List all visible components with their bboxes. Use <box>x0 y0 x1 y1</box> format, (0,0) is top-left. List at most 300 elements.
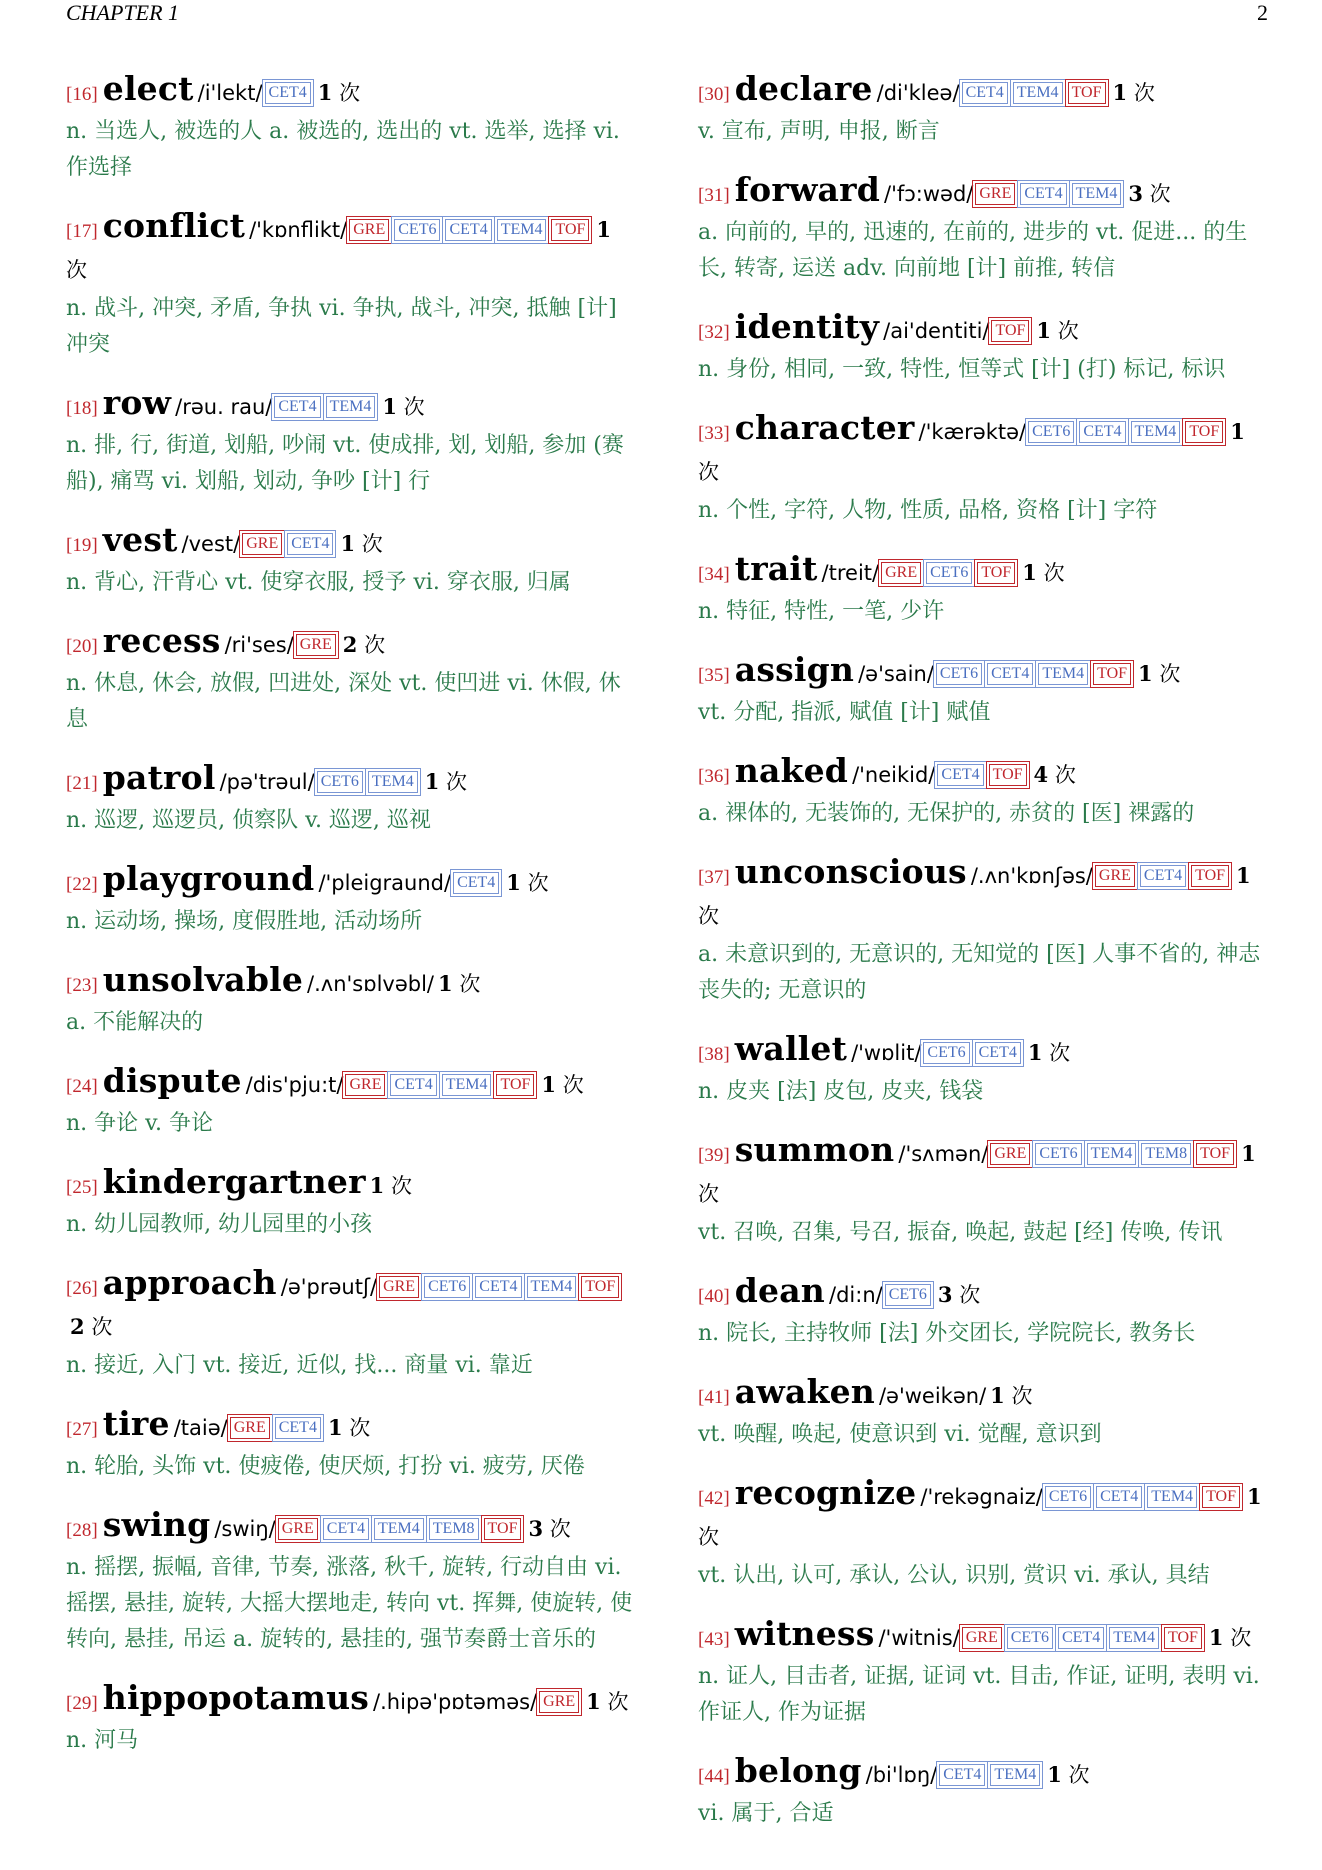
exam-tag-tof: TOF <box>1196 1143 1234 1165</box>
frequency-unit: 次 <box>91 1315 113 1339</box>
exam-tag-gre: GRE <box>379 1276 419 1298</box>
pronunciation: /'neikid/ <box>852 763 936 787</box>
frequency-count: 1 <box>438 971 453 996</box>
frequency-count: 1 <box>1241 1141 1256 1166</box>
frequency-count: 1 <box>541 1072 557 1097</box>
entry-index: [33] <box>698 423 730 444</box>
frequency-count: 3 <box>528 1516 544 1541</box>
page-header <box>66 0 1268 30</box>
headword: awaken <box>734 1372 875 1411</box>
definition: a. 不能解决的 <box>66 1010 204 1035</box>
chapter-title: CHAPTER 1 <box>66 0 180 25</box>
frequency-unit: 次 <box>459 972 481 996</box>
entry-index: [27] <box>66 1419 98 1440</box>
frequency <box>438 972 480 996</box>
frequency-unit: 次 <box>1068 1763 1090 1787</box>
frequency-unit: 次 <box>698 1182 719 1206</box>
pronunciation: /'witnis/ <box>878 1626 960 1650</box>
exam-tag-gre: GRE <box>345 1074 385 1096</box>
entry-headline <box>698 1030 1270 1074</box>
frequency <box>506 871 548 895</box>
pronunciation: /.ʌn'sɒlvəbl/ <box>307 972 434 996</box>
exam-tag-tem4: TEM4 <box>1038 663 1088 685</box>
entry-headline <box>66 1679 638 1723</box>
exam-tag-tem4: TEM4 <box>326 396 376 418</box>
definition: n. 个性, 字符, 人物, 性质, 品格, 资格 [计] 字符 <box>698 498 1158 523</box>
frequency-count: 1 <box>424 769 440 794</box>
headword: witness <box>734 1614 875 1653</box>
vocab-entry <box>66 759 638 839</box>
frequency <box>990 1384 1032 1408</box>
entry-headline <box>66 1506 638 1550</box>
vocab-entry <box>66 1163 638 1243</box>
exam-tag-cet6: CET6 <box>424 1276 470 1298</box>
entry-index: [35] <box>698 665 730 686</box>
headword: vest <box>102 520 178 559</box>
frequency-count: 1 <box>382 394 397 419</box>
frequency-count: 1 <box>369 1173 385 1198</box>
vocab-entry <box>698 1373 1270 1453</box>
entry-index: [40] <box>698 1286 730 1307</box>
entry-headline <box>698 409 1270 493</box>
entry-index: [22] <box>66 874 98 895</box>
entry-headline <box>66 1405 638 1449</box>
definition: n. 证人, 目击者, 证据, 证词 vt. 目击, 作证, 证明, 表明 vi. 作证人, 作为证据 <box>698 1664 1260 1725</box>
frequency <box>1036 319 1078 343</box>
headword: unconscious <box>734 852 967 891</box>
definition: n. 当选人, 被选的人 a. 被选的, 选出的 vt. 选举, 选择 vi. 作选择 <box>66 119 620 180</box>
exam-tag-cet6: CET6 <box>1035 1143 1081 1165</box>
exam-tag-tem8: TEM8 <box>1141 1143 1191 1165</box>
exam-tag-tof: TOF <box>1185 421 1223 443</box>
pronunciation: /vest/ <box>181 532 241 556</box>
vocab-entry <box>698 651 1270 731</box>
entry-headline <box>66 860 638 904</box>
frequency <box>382 395 424 419</box>
entry-headline <box>698 1474 1270 1558</box>
frequency-count: 4 <box>1033 762 1049 787</box>
frequency-unit: 次 <box>66 258 87 282</box>
exam-tag-cet6: CET6 <box>1028 421 1074 443</box>
pronunciation: /'fɔ:wəd/ <box>884 182 974 206</box>
pronunciation: /'wɒlit/ <box>851 1041 922 1065</box>
exam-tag-gre: GRE <box>230 1417 270 1439</box>
entry-headline <box>66 384 638 428</box>
frequency <box>1113 81 1155 105</box>
exam-tag-gre: GRE <box>278 1518 318 1540</box>
entry-headline <box>66 1264 638 1348</box>
headword: declare <box>734 69 873 108</box>
vocab-entry <box>66 207 638 363</box>
definition: n. 轮胎, 头饰 vt. 使疲倦, 使厌烦, 打扮 vi. 疲劳, 厌倦 <box>66 1454 585 1479</box>
exam-tag-tem4: TEM4 <box>1072 183 1122 205</box>
headword: identity <box>734 307 880 346</box>
frequency <box>1047 1763 1089 1787</box>
exam-tag-gre: GRE <box>975 183 1015 205</box>
frequency <box>343 633 385 657</box>
entry-index: [23] <box>66 975 98 996</box>
frequency-unit: 次 <box>1133 81 1155 105</box>
exam-tag-tem4: TEM4 <box>374 1518 424 1540</box>
exam-tag-tem4: TEM4 <box>1109 1627 1159 1649</box>
entry-index: [38] <box>698 1044 730 1065</box>
frequency-unit: 次 <box>1230 1626 1252 1650</box>
frequency-unit: 次 <box>1057 319 1079 343</box>
exam-tag-cet4: CET4 <box>1079 421 1125 443</box>
pronunciation: /ai'dentiti/ <box>883 319 990 343</box>
exam-tag-gre: GRE <box>296 634 336 656</box>
vocab-entry <box>66 1506 638 1658</box>
exam-tag-tof: TOF <box>991 320 1029 342</box>
headword: belong <box>734 1751 862 1790</box>
entry-headline <box>698 171 1270 215</box>
frequency-unit: 次 <box>549 1517 571 1541</box>
vocab-entry <box>66 384 638 500</box>
frequency-unit: 次 <box>390 1174 412 1198</box>
definition: vi. 属于, 合适 <box>698 1801 834 1826</box>
entry-index: [17] <box>66 221 98 242</box>
frequency-count: 3 <box>937 1282 953 1307</box>
vocab-entry <box>66 1062 638 1142</box>
exam-tag-cet4: CET4 <box>287 533 333 555</box>
entry-index: [36] <box>698 766 730 787</box>
headword: conflict <box>102 206 246 245</box>
exam-tag-cet6: CET6 <box>317 771 363 793</box>
exam-tag-tof: TOF <box>496 1074 534 1096</box>
pronunciation: /'sʌmən/ <box>898 1142 989 1166</box>
frequency-count: 1 <box>317 80 333 105</box>
vocab-entry <box>698 171 1270 287</box>
vocab-entry <box>698 308 1270 388</box>
definition: n. 排, 行, 街道, 划船, 吵闹 vt. 使成排, 划, 划船, 参加 (赛船), 痛骂 vi. 划船, 划动, 争吵 [计] 行 <box>66 433 624 494</box>
headword: kindergartner <box>102 1162 366 1201</box>
frequency-unit: 次 <box>527 871 549 895</box>
headword: summon <box>734 1130 895 1169</box>
frequency-unit: 次 <box>1159 662 1181 686</box>
exam-tag-cet4: CET4 <box>1096 1486 1142 1508</box>
frequency-unit: 次 <box>698 460 719 484</box>
frequency-unit: 次 <box>1043 561 1065 585</box>
frequency-unit: 次 <box>698 904 719 928</box>
exam-tag-gre: GRE <box>539 1691 579 1713</box>
frequency-unit: 次 <box>1049 1041 1071 1065</box>
vocab-entry <box>698 752 1270 832</box>
entry-index: [19] <box>66 535 98 556</box>
page-number: 2 <box>1257 0 1268 25</box>
exam-tag-tem4: TEM4 <box>442 1074 492 1096</box>
definition: n. 背心, 汗背心 vt. 使穿衣服, 授予 vi. 穿衣服, 归属 <box>66 570 571 595</box>
exam-tag-gre: GRE <box>242 533 282 555</box>
entry-headline <box>698 1131 1270 1215</box>
frequency-count: 1 <box>1208 1625 1224 1650</box>
entry-headline <box>66 70 638 114</box>
frequency-count: 1 <box>1112 80 1128 105</box>
headword: recognize <box>734 1473 917 1512</box>
vocab-entry <box>698 550 1270 630</box>
frequency <box>586 1690 628 1714</box>
definition: vt. 唤醒, 唤起, 使意识到 vi. 觉醒, 意识到 <box>698 1422 1102 1447</box>
frequency-count: 1 <box>586 1689 601 1714</box>
frequency-unit: 次 <box>339 81 361 105</box>
frequency <box>1022 561 1064 585</box>
exam-tag-cet6: CET6 <box>1007 1627 1053 1649</box>
frequency-count: 1 <box>1022 560 1037 585</box>
exam-tag-tem4: TEM4 <box>1147 1486 1197 1508</box>
exam-tag-cet6: CET6 <box>394 219 440 241</box>
definition: n. 院长, 主持牧师 [法] 外交团长, 学院院长, 教务长 <box>698 1321 1196 1346</box>
frequency-count: 1 <box>327 1415 343 1440</box>
frequency-count: 1 <box>1027 1040 1043 1065</box>
frequency-unit: 次 <box>1149 182 1171 206</box>
headword: hippopotamus <box>102 1678 370 1717</box>
entry-headline <box>698 752 1270 796</box>
frequency-unit: 次 <box>364 633 386 657</box>
frequency-unit: 次 <box>403 395 425 419</box>
entry-index: [26] <box>66 1278 98 1299</box>
exam-tag-gre: GRE <box>881 562 921 584</box>
frequency-count: 1 <box>990 1383 1005 1408</box>
definition: n. 皮夹 [法] 皮包, 皮夹, 钱袋 <box>698 1079 984 1104</box>
pronunciation: /'kærəktə/ <box>918 420 1027 444</box>
vocab-entry <box>66 1405 638 1485</box>
entry-index: [44] <box>698 1766 730 1787</box>
frequency-count: 1 <box>1247 1484 1262 1509</box>
frequency-count: 2 <box>70 1314 85 1339</box>
definition: n. 特征, 特性, 一笔, 少许 <box>698 599 945 624</box>
definition: vt. 分配, 指派, 赋值 [计] 赋值 <box>698 700 991 725</box>
headword: character <box>734 408 915 447</box>
exam-tag-tem4: TEM4 <box>1013 82 1063 104</box>
exam-tag-cet4: CET4 <box>274 396 320 418</box>
exam-tag-tof: TOF <box>1068 82 1106 104</box>
pronunciation: /dis'pju:t/ <box>245 1073 344 1097</box>
vocab-entry <box>66 521 638 601</box>
pronunciation: /'pleigraund/ <box>318 871 452 895</box>
exam-tag-cet6: CET6 <box>923 1042 969 1064</box>
entry-index: [31] <box>698 185 730 206</box>
frequency-count: 1 <box>1230 419 1245 444</box>
pronunciation: /'rekəgnaiz/ <box>920 1485 1043 1509</box>
exam-tag-cet4: CET4 <box>445 219 491 241</box>
exam-tag-tof: TOF <box>1191 865 1229 887</box>
pronunciation: /bi'lɒŋ/ <box>865 1763 938 1787</box>
headword: dispute <box>102 1061 242 1100</box>
vocab-entry <box>66 1679 638 1759</box>
exam-tag-tem4: TEM4 <box>1131 421 1181 443</box>
entry-index: [34] <box>698 564 730 585</box>
pronunciation: /treit/ <box>821 561 880 585</box>
definition: n. 运动场, 操场, 度假胜地, 活动场所 <box>66 909 423 934</box>
entry-index: [32] <box>698 322 730 343</box>
pronunciation: /i'lekt/ <box>197 81 263 105</box>
exam-tag-gre: GRE <box>1095 865 1135 887</box>
frequency-unit: 次 <box>959 1283 981 1307</box>
exam-tag-cet4: CET4 <box>275 1417 321 1439</box>
entry-index: [25] <box>66 1177 98 1198</box>
headword: dean <box>734 1271 825 1310</box>
vocab-entry <box>66 961 638 1041</box>
vocab-entry <box>698 853 1270 1009</box>
exam-tag-tem8: TEM8 <box>429 1518 479 1540</box>
exam-tag-tem4: TEM4 <box>497 219 547 241</box>
frequency <box>340 532 382 556</box>
frequency <box>541 1073 583 1097</box>
pronunciation: /ri'ses/ <box>224 633 294 657</box>
entry-index: [29] <box>66 1693 98 1714</box>
frequency-count: 3 <box>1128 181 1143 206</box>
frequency-unit: 次 <box>361 532 383 556</box>
frequency <box>1034 763 1076 787</box>
definition: a. 未意识到的, 无意识的, 无知觉的 [医] 人事不省的, 神志丧失的; 无意识的 <box>698 942 1261 1003</box>
frequency <box>370 1174 412 1198</box>
frequency-count: 1 <box>1236 863 1251 888</box>
definition: n. 接近, 入门 vt. 接近, 近似, 找... 商量 vi. 靠近 <box>66 1353 533 1378</box>
entry-index: [30] <box>698 84 730 105</box>
entry-index: [41] <box>698 1387 730 1408</box>
headword: approach <box>102 1263 277 1302</box>
entry-headline <box>698 1615 1270 1659</box>
definition: n. 战斗, 冲突, 矛盾, 争执 vi. 争执, 战斗, 冲突, 抵触 [计] 冲突 <box>66 296 617 357</box>
definition: vt. 召唤, 召集, 号召, 振奋, 唤起, 鼓起 [经] 传唤, 传讯 <box>698 1220 1223 1245</box>
frequency <box>318 81 360 105</box>
right-column <box>698 70 1270 1853</box>
vocab-entry <box>698 1615 1270 1731</box>
exam-tag-tof: TOF <box>989 764 1027 786</box>
entry-index: [39] <box>698 1145 730 1166</box>
exam-tag-tem4: TEM4 <box>527 1276 577 1298</box>
definition: vt. 认出, 认可, 承认, 公认, 识别, 赏识 vi. 承认, 具结 <box>698 1563 1210 1588</box>
headword: elect <box>102 69 194 108</box>
frequency-count: 1 <box>1036 318 1052 343</box>
entry-index: [21] <box>66 773 98 794</box>
exam-tag-tem4: TEM4 <box>368 771 418 793</box>
exam-tag-tof: TOF <box>484 1518 522 1540</box>
entry-index: [37] <box>698 867 730 888</box>
frequency-unit: 次 <box>698 1525 719 1549</box>
definition: v. 宣布, 声明, 申报, 断言 <box>698 119 940 144</box>
headword: forward <box>734 170 880 209</box>
exam-tag-tof: TOF <box>977 562 1015 584</box>
definition: n. 争论 v. 争论 <box>66 1111 213 1136</box>
pronunciation: /rəu. rau/ <box>175 395 273 419</box>
exam-tag-tof: TOF <box>551 219 589 241</box>
entry-headline <box>66 207 638 291</box>
frequency-count: 1 <box>506 870 521 895</box>
frequency <box>1128 182 1170 206</box>
frequency-unit: 次 <box>562 1073 584 1097</box>
vocab-entry <box>698 1474 1270 1594</box>
pronunciation: /ə'sain/ <box>858 662 934 686</box>
exam-tag-cet4: CET4 <box>453 872 499 894</box>
exam-tag-cet4: CET4 <box>1140 865 1186 887</box>
headword: naked <box>734 751 849 790</box>
vocab-entry <box>698 1131 1270 1251</box>
exam-tag-cet4: CET4 <box>265 82 311 104</box>
frequency-unit: 次 <box>349 1416 371 1440</box>
exam-tag-tof: TOF <box>1202 1486 1240 1508</box>
exam-tag-cet4: CET4 <box>939 1764 985 1786</box>
exam-tag-cet4: CET4 <box>1058 1627 1104 1649</box>
exam-tag-cet4: CET4 <box>475 1276 521 1298</box>
pronunciation: /di'kleə/ <box>876 81 960 105</box>
frequency <box>70 1315 112 1339</box>
headword: patrol <box>102 758 216 797</box>
pronunciation: /.hipə'pɒtəməs/ <box>373 1690 538 1714</box>
entry-index: [16] <box>66 84 98 105</box>
vocab-entry <box>698 1030 1270 1110</box>
frequency <box>1138 662 1180 686</box>
headword: row <box>102 383 172 422</box>
exam-tag-tem4: TEM4 <box>1087 1143 1137 1165</box>
pronunciation: /ə'prəutʃ/ <box>280 1275 378 1299</box>
exam-tag-gre: GRE <box>962 1627 1002 1649</box>
exam-tag-gre: GRE <box>990 1143 1030 1165</box>
entry-index: [24] <box>66 1076 98 1097</box>
entry-headline <box>66 1163 638 1207</box>
entry-headline <box>698 550 1270 594</box>
pronunciation: /taiə/ <box>173 1416 228 1440</box>
headword: unsolvable <box>102 960 304 999</box>
frequency <box>1209 1626 1251 1650</box>
vocab-entry <box>698 1272 1270 1352</box>
frequency-count: 1 <box>340 531 356 556</box>
exam-tag-cet4: CET4 <box>390 1074 436 1096</box>
definition: a. 向前的, 早的, 迅速的, 在前的, 进步的 vt. 促进... 的生长, 转寄, 运送 adv. 向前地 [计] 前推, 转信 <box>698 220 1248 281</box>
exam-tag-gre: GRE <box>349 219 389 241</box>
entry-headline <box>698 308 1270 352</box>
entry-headline <box>698 1272 1270 1316</box>
exam-tag-tof: TOF <box>1164 1627 1202 1649</box>
frequency-unit: 次 <box>1054 763 1076 787</box>
frequency <box>528 1517 570 1541</box>
headword: playground <box>102 859 315 898</box>
frequency <box>328 1416 370 1440</box>
definition: a. 裸体的, 无装饰的, 无保护的, 赤贫的 [医] 裸露的 <box>698 801 1195 826</box>
frequency-count: 2 <box>342 632 358 657</box>
pronunciation: /swiŋ/ <box>214 1517 276 1541</box>
entry-index: [28] <box>66 1520 98 1541</box>
definition: n. 河马 <box>66 1728 139 1753</box>
vocab-entry <box>66 622 638 738</box>
exam-tag-cet6: CET6 <box>885 1284 931 1306</box>
exam-tag-cet4: CET4 <box>1020 183 1066 205</box>
frequency <box>1028 1041 1070 1065</box>
entry-headline <box>698 70 1270 114</box>
definition: n. 巡逻, 巡逻员, 侦察队 v. 巡逻, 巡视 <box>66 808 431 833</box>
pronunciation: /di:n/ <box>829 1283 883 1307</box>
frequency-count: 1 <box>1047 1762 1062 1787</box>
vocab-entry <box>698 1752 1270 1832</box>
headword: wallet <box>734 1029 848 1068</box>
exam-tag-tem4: TEM4 <box>990 1764 1040 1786</box>
headword: tire <box>102 1404 170 1443</box>
exam-tag-cet4: CET4 <box>987 663 1033 685</box>
pronunciation: /pə'trəul/ <box>219 770 315 794</box>
frequency <box>938 1283 980 1307</box>
vocab-entry <box>66 860 638 940</box>
frequency-unit: 次 <box>1011 1384 1033 1408</box>
headword: assign <box>734 650 855 689</box>
frequency-count: 1 <box>1138 661 1153 686</box>
frequency-count: 1 <box>596 217 612 242</box>
frequency <box>425 770 467 794</box>
exam-tag-cet6: CET6 <box>1045 1486 1091 1508</box>
entry-headline <box>66 521 638 565</box>
entry-headline <box>698 853 1270 937</box>
entry-headline <box>698 1752 1270 1796</box>
entry-index: [20] <box>66 636 98 657</box>
entry-headline <box>698 651 1270 695</box>
